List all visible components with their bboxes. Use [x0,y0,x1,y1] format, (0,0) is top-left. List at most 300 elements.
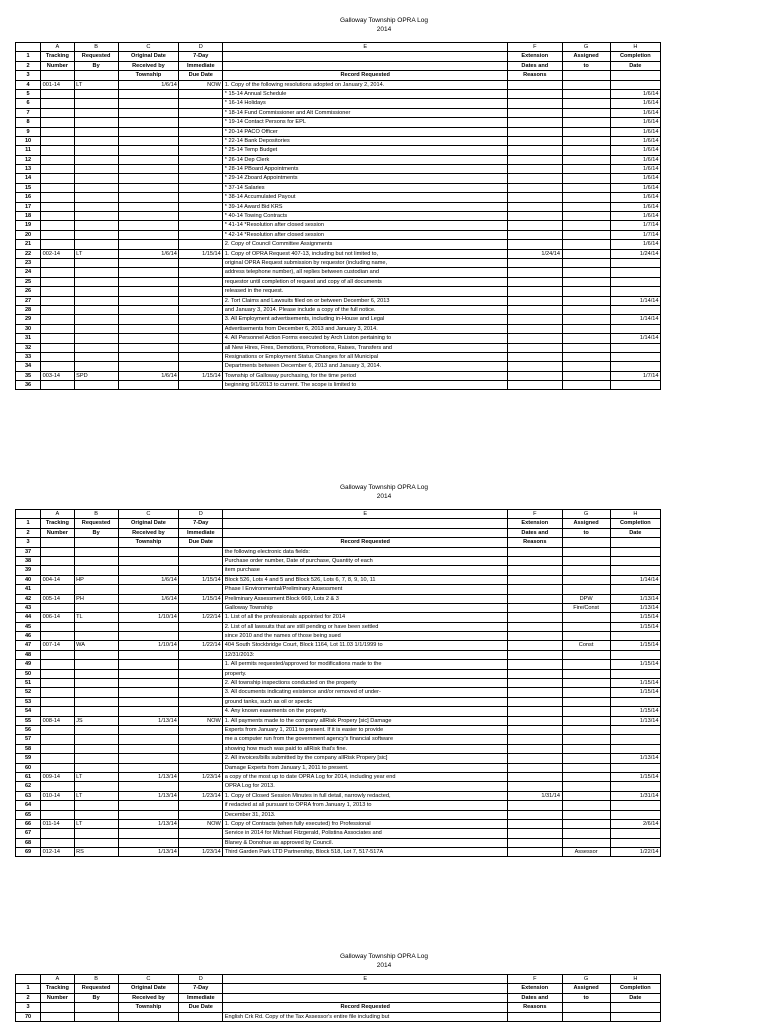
requested-by-cell: LT [74,772,118,781]
original-date-cell [118,782,179,791]
record-requested-cell: me a computer run from the government agency's financial software [223,735,508,744]
due-date-cell [179,193,223,202]
requested-by-cell [74,118,118,127]
header-record-requested: Record Requested [223,538,508,547]
header-original-date: Original Date [118,984,179,993]
extension-date-cell [508,381,562,390]
row-number-cell: 67 [16,829,41,838]
original-date-cell [118,99,179,108]
completion-date-cell: 1/6/14 [610,212,660,221]
due-date-cell: 1/22/14 [179,613,223,622]
original-date-cell [118,277,179,286]
row-number-cell: 38 [16,556,41,565]
column-letter: A [41,510,75,519]
extension-date-cell [508,575,562,584]
table-row [16,287,661,296]
original-date-cell [118,352,179,361]
original-date-cell [118,183,179,192]
tracking-number-cell: 011-14 [41,819,75,828]
completion-date-cell: 1/6/14 [610,193,660,202]
column-letter: C [118,975,179,984]
due-date-cell [179,324,223,333]
assigned-to-cell [562,352,610,361]
completion-date-cell: 1/13/14 [610,754,660,763]
header-requested-by: By [74,993,118,1002]
extension-date-cell [508,829,562,838]
table-row [16,660,661,669]
due-date-cell [179,782,223,791]
header-completion-date: Completion [610,984,660,993]
record-requested-cell: * 42-14 *Resolution after closed session [223,230,508,239]
tracking-number-cell [41,707,75,716]
table-row [16,763,661,772]
tracking-number-cell: 005-14 [41,594,75,603]
header-row-number: 1 [16,519,41,528]
due-date-cell: NOW [179,716,223,725]
row-number-cell: 33 [16,352,41,361]
assigned-to-cell [562,193,610,202]
row-number-cell: 28 [16,305,41,314]
row-number-cell: 6 [16,99,41,108]
header-extension-date: Dates and [508,528,562,537]
due-date-cell [179,763,223,772]
completion-date-cell: 1/15/14 [610,679,660,688]
tracking-number-cell [41,679,75,688]
header-original-date: Received by [118,993,179,1002]
record-requested-cell: Experts from January 1, 2011 to present. If it is easier to provide [223,725,508,734]
row-number-cell: 19 [16,221,41,230]
table-row [16,277,661,286]
extension-date-cell [508,80,562,89]
requested-by-cell [74,212,118,221]
row-number-cell: 61 [16,772,41,781]
due-date-cell [179,650,223,659]
table-row [16,89,661,98]
record-requested-cell: * 40-14 Towing Contracts [223,212,508,221]
completion-date-cell [610,763,660,772]
record-requested-cell: if redacted at all pursuant to OPRA from January 1, 2013 to [223,801,508,810]
tracking-number-cell [41,801,75,810]
table-row [16,249,661,258]
record-requested-cell: * 39-14 Award Bid KRS [223,202,508,211]
row-number-cell: 50 [16,669,41,678]
header-extension-date: Extension [508,984,562,993]
original-date-cell [118,258,179,267]
assigned-to-cell: Fire/Const [562,603,610,612]
original-date-cell [118,334,179,343]
completion-date-cell: 1/31/14 [610,791,660,800]
extension-date-cell [508,258,562,267]
completion-date-cell [610,669,660,678]
record-requested-cell: Service in 2014 for Michael Fitzgerald, Polistina Associates and [223,829,508,838]
assigned-to-cell [562,221,610,230]
table-row [16,575,661,584]
due-date-cell: 1/23/14 [179,772,223,781]
requested-by-cell [74,221,118,230]
header-requested-by [74,538,118,547]
requested-by-cell [74,688,118,697]
header-tracking-number: Tracking [41,52,75,61]
header-tracking-number: Number [41,61,75,70]
extension-date-cell [508,603,562,612]
assigned-to-cell [562,585,610,594]
due-date-cell [179,287,223,296]
original-date-cell [118,174,179,183]
row-number-cell: 48 [16,650,41,659]
requested-by-cell [74,632,118,641]
table-row [16,679,661,688]
tracking-number-cell [41,632,75,641]
header-original-date: Township [118,1003,179,1012]
table-row [16,362,661,371]
due-date-cell [179,334,223,343]
table-row [16,725,661,734]
header-row [16,61,661,70]
original-date-cell: 1/6/14 [118,80,179,89]
due-date-cell [179,735,223,744]
header-assigned-to [562,71,610,80]
row-number-cell: 42 [16,594,41,603]
table-row [16,136,661,145]
due-date-cell [179,801,223,810]
assigned-to-cell [562,287,610,296]
table-row [16,305,661,314]
header-original-date: Received by [118,528,179,537]
table-row [16,556,661,565]
tracking-number-cell: 004-14 [41,575,75,584]
original-date-cell [118,707,179,716]
row-number-cell: 51 [16,679,41,688]
record-requested-cell: * 38-14 Accumulated Payout [223,193,508,202]
header-completion-date: Completion [610,519,660,528]
table-row [16,258,661,267]
due-date-cell [179,277,223,286]
record-requested-cell: 2. All invoices/bills submitted by the company allRisk Propery [sic] [223,754,508,763]
completion-date-cell [610,324,660,333]
header-original-date: Original Date [118,519,179,528]
column-letter-row [16,510,661,519]
extension-date-cell [508,848,562,857]
table-row [16,791,661,800]
row-number-cell: 24 [16,268,41,277]
record-requested-cell: * 22-14 Bank Depositories [223,136,508,145]
record-requested-cell: showing how much was paid to allRisk that's fine. [223,744,508,753]
assigned-to-cell [562,744,610,753]
record-requested-cell: * 20-14 PACO Officer [223,127,508,136]
due-date-cell [179,1012,223,1021]
requested-by-cell [74,650,118,659]
column-letter: G [562,43,610,52]
extension-date-cell [508,810,562,819]
due-date-cell [179,697,223,706]
tracking-number-cell [41,118,75,127]
header-due-date: 7-Day [179,984,223,993]
due-date-cell [179,669,223,678]
extension-date-cell [508,735,562,744]
assigned-to-cell [562,547,610,556]
assigned-to-cell [562,118,610,127]
completion-date-cell: 1/15/14 [610,660,660,669]
header-due-date: Due Date [179,71,223,80]
column-letter: B [74,510,118,519]
record-requested-cell: * 37-14 Salaries [223,183,508,192]
row-number-cell: 65 [16,810,41,819]
extension-date-cell [508,744,562,753]
original-date-cell [118,744,179,753]
tracking-number-cell [41,763,75,772]
header-row-number: 3 [16,1003,41,1012]
completion-date-cell [610,782,660,791]
assigned-to-cell [562,127,610,136]
due-date-cell [179,810,223,819]
original-date-cell [118,829,179,838]
header-completion-date [610,71,660,80]
row-number-cell: 49 [16,660,41,669]
extension-date-cell [508,660,562,669]
completion-date-cell: 1/14/14 [610,296,660,305]
extension-date-cell: 1/31/14 [508,791,562,800]
due-date-cell [179,240,223,249]
row-number-cell: 11 [16,146,41,155]
requested-by-cell: LT [74,791,118,800]
requested-by-cell: RS [74,848,118,857]
due-date-cell [179,202,223,211]
extension-date-cell [508,315,562,324]
assigned-to-cell [562,324,610,333]
record-requested-cell: property. [223,669,508,678]
completion-date-cell [610,801,660,810]
assigned-to-cell [562,660,610,669]
tracking-number-cell [41,669,75,678]
record-requested-cell: Damage Experts from January 1, 2011 to present. [223,763,508,772]
column-letter: A [41,975,75,984]
header-assigned-to: Assigned [562,984,610,993]
record-requested-cell: Galloway Township [223,603,508,612]
completion-date-cell: 1/15/14 [610,707,660,716]
assigned-to-cell [562,80,610,89]
header-completion-date: Completion [610,52,660,61]
due-date-cell [179,585,223,594]
requested-by-cell [74,829,118,838]
tracking-number-cell [41,287,75,296]
header-record-requested: Record Requested [223,71,508,80]
table-row [16,848,661,857]
assigned-to-cell [562,381,610,390]
row-number-cell: 29 [16,315,41,324]
row-number-cell: 9 [16,127,41,136]
extension-date-cell [508,277,562,286]
record-requested-cell: Block 526, Lots 4 and 5 and Block 526, Lots 6, 7, 8, 9, 10, 11 [223,575,508,584]
row-number-cell: 14 [16,174,41,183]
row-number-cell: 22 [16,249,41,258]
record-requested-cell: and January 3, 2014. Please include a copy of the full notice. [223,305,508,314]
assigned-to-cell [562,202,610,211]
tracking-number-cell [41,352,75,361]
tracking-number-cell [41,566,75,575]
completion-date-cell: 1/7/14 [610,221,660,230]
extension-date-cell [508,362,562,371]
table-row [16,547,661,556]
assigned-to-cell [562,230,610,239]
record-requested-cell: Blaney & Donohue as approved by Council. [223,838,508,847]
table-row [16,108,661,117]
original-date-cell [118,810,179,819]
assigned-to-cell [562,155,610,164]
extension-date-cell [508,547,562,556]
assigned-to-cell [562,622,610,631]
tracking-number-cell [41,381,75,390]
requested-by-cell [74,735,118,744]
assigned-to-cell [562,305,610,314]
table-row [16,174,661,183]
original-date-cell [118,556,179,565]
requested-by-cell [74,697,118,706]
due-date-cell: 1/22/14 [179,641,223,650]
extension-date-cell [508,556,562,565]
log-year: 2014 [376,493,392,500]
extension-date-cell [508,641,562,650]
original-date-cell [118,324,179,333]
tracking-number-cell [41,268,75,277]
assigned-to-cell [562,277,610,286]
header-original-date: Received by [118,61,179,70]
requested-by-cell: TL [74,613,118,622]
extension-date-cell [508,343,562,352]
header-tracking-number [41,71,75,80]
completion-date-cell [610,277,660,286]
extension-date-cell [508,89,562,98]
original-date-cell [118,603,179,612]
header-assigned-to: to [562,61,610,70]
record-requested-cell: * 19-14 Contact Persons for EPL [223,118,508,127]
due-date-cell [179,744,223,753]
header-record-requested: Record Requested [223,1003,508,1012]
original-date-cell: 1/6/14 [118,249,179,258]
due-date-cell: 1/15/14 [179,371,223,380]
requested-by-cell [74,324,118,333]
tracking-number-cell [41,89,75,98]
table-row [16,613,661,622]
table-row [16,829,661,838]
due-date-cell [179,547,223,556]
extension-date-cell [508,819,562,828]
due-date-cell [179,268,223,277]
extension-date-cell [508,707,562,716]
header-tracking-number [41,1003,75,1012]
record-requested-cell: 1. All permits requested/approved for modifications made to the [223,660,508,669]
original-date-cell [118,381,179,390]
extension-date-cell [508,622,562,631]
header-record-requested [223,519,508,528]
row-number-cell: 62 [16,782,41,791]
row-number-cell: 17 [16,202,41,211]
due-date-cell [179,622,223,631]
requested-by-cell [74,725,118,734]
assigned-to-cell [562,556,610,565]
table-row [16,99,661,108]
log-title: Galloway Township OPRA Log [339,17,429,24]
row-number-cell: 35 [16,371,41,380]
record-requested-cell: 4. Any known easements on the property. [223,707,508,716]
requested-by-cell [74,193,118,202]
assigned-to-cell [562,754,610,763]
due-date-cell [179,556,223,565]
completion-date-cell [610,1012,660,1021]
header-extension-date: Reasons [508,538,562,547]
extension-date-cell [508,202,562,211]
requested-by-cell [74,202,118,211]
record-requested-cell: 1. Copy of Closed Session Minutes in full detail, narrowly redacted, [223,791,508,800]
record-requested-cell: * 16-14 Holidays [223,99,508,108]
completion-date-cell [610,305,660,314]
assigned-to-cell [562,315,610,324]
requested-by-cell [74,679,118,688]
requested-by-cell [74,801,118,810]
assigned-to-cell [562,801,610,810]
table-row [16,772,661,781]
requested-by-cell [74,744,118,753]
row-number-cell: 45 [16,622,41,631]
table-row [16,146,661,155]
column-letter: C [118,510,179,519]
assigned-to-cell [562,296,610,305]
requested-by-cell [74,352,118,361]
record-requested-cell: item purchase [223,566,508,575]
record-requested-cell: original OPRA Request submission by requestor (including name, [223,258,508,267]
header-assigned-to: Assigned [562,519,610,528]
assigned-to-cell [562,575,610,584]
row-number-cell: 10 [16,136,41,145]
assigned-to-cell [562,613,610,622]
header-assigned-to: Assigned [562,52,610,61]
table-row [16,221,661,230]
row-number-cell: 21 [16,240,41,249]
row-number-cell: 23 [16,258,41,267]
tracking-number-cell [41,1012,75,1021]
original-date-cell [118,669,179,678]
table-row [16,240,661,249]
column-letter: F [508,510,562,519]
due-date-cell: NOW [179,819,223,828]
original-date-cell [118,725,179,734]
header-extension-date: Dates and [508,61,562,70]
record-requested-cell: 2. Tort Claims and Lawsuits filed on or between December 6, 2013 [223,296,508,305]
completion-date-cell: 1/7/14 [610,230,660,239]
tracking-number-cell [41,585,75,594]
extension-date-cell [508,782,562,791]
assigned-to-cell [562,679,610,688]
due-date-cell: 1/15/14 [179,575,223,584]
column-letter: E [223,43,508,52]
row-number-cell: 7 [16,108,41,117]
completion-date-cell: 1/6/14 [610,108,660,117]
record-requested-cell: Departments between December 6, 2013 and January 3, 2014. [223,362,508,371]
original-date-cell: 1/13/14 [118,772,179,781]
requested-by-cell [74,155,118,164]
header-record-requested [223,61,508,70]
table-row [16,371,661,380]
completion-date-cell [610,343,660,352]
requested-by-cell [74,622,118,631]
assigned-to-cell [562,829,610,838]
original-date-cell: 1/10/14 [118,613,179,622]
completion-date-cell: 1/24/14 [610,249,660,258]
assigned-to-cell [562,697,610,706]
header-tracking-number: Tracking [41,519,75,528]
extension-date-cell [508,594,562,603]
tracking-number-cell [41,127,75,136]
tracking-number-cell [41,838,75,847]
